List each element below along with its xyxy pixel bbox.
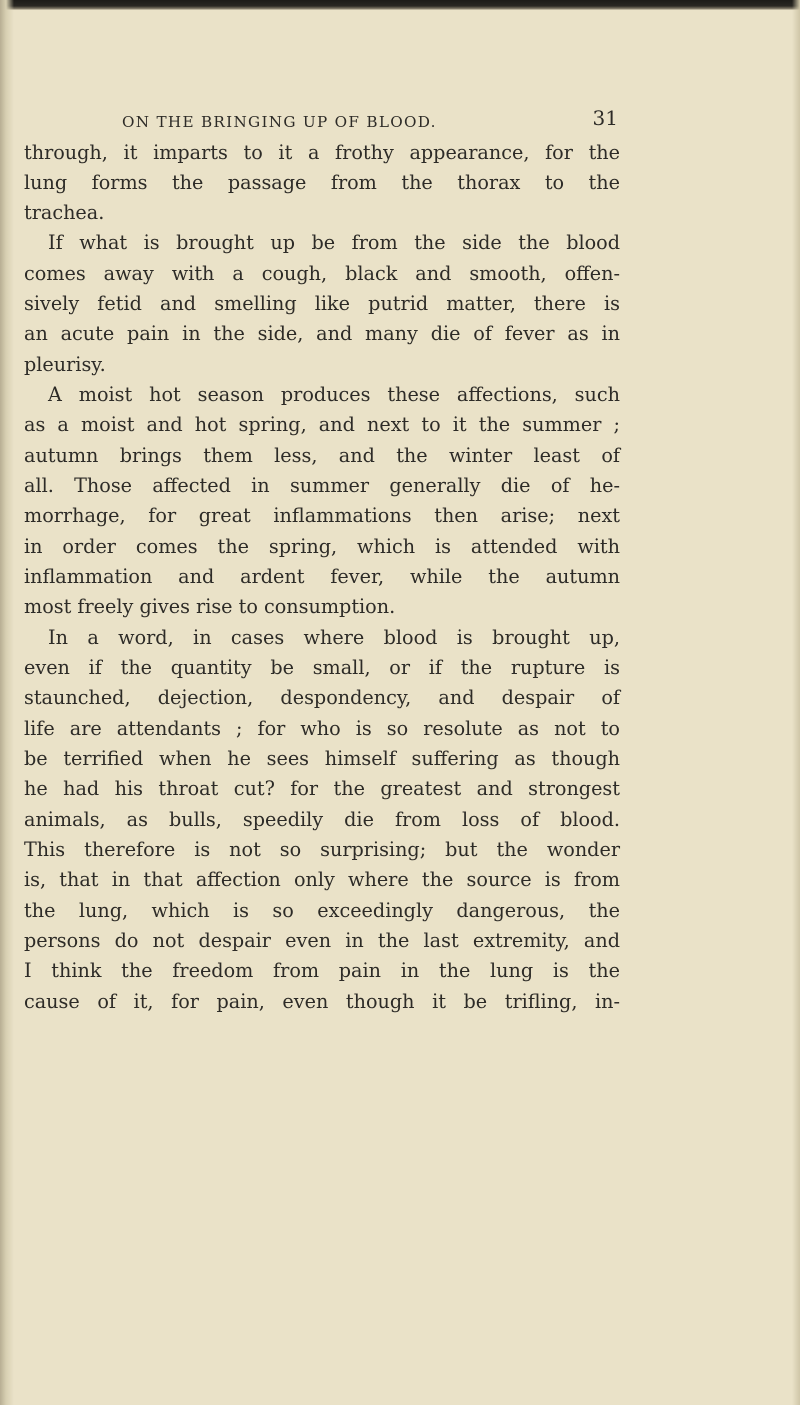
text-line: sively fetid and smelling like putrid matter, there is [24, 292, 620, 315]
text-line: A moist hot season produces these affections, such [48, 383, 620, 406]
text-line: be terrified when he sees himself suffering as though [24, 747, 620, 770]
text-line: comes away with a cough, black and smooth, offen- [24, 262, 620, 285]
text-line: I think the freedom from pain in the lung is the [24, 959, 620, 982]
text-line: lung forms the passage from the thorax to the [24, 171, 620, 194]
text-line: the lung, which is so exceedingly dangerous, the [24, 899, 620, 922]
text-line: pleurisy. [24, 353, 106, 376]
text-line: through, it imparts to it a frothy appearance, for the [24, 141, 620, 164]
running-title: ON THE BRINGING UP OF BLOOD. [122, 113, 437, 131]
text-line: This therefore is not so surprising; but the wonder [24, 838, 620, 861]
text-line: trachea. [24, 201, 105, 224]
text-line: In a word, in cases where blood is brought up, [48, 626, 620, 649]
text-line: inflammation and ardent fever, while the autumn [24, 565, 620, 588]
text-line: If what is brought up be from the side the blood [48, 231, 620, 254]
text-line: morrhage, for great inflammations then arise; next [24, 504, 620, 527]
text-line: as a moist and hot spring, and next to it the summer ; [24, 413, 620, 436]
text-line: an acute pain in the side, and many die of fever as in [24, 322, 620, 345]
text-line: autumn brings them less, and the winter least of [24, 444, 620, 467]
text-line: in order comes the spring, which is attended with [24, 535, 620, 558]
text-line: staunched, dejection, despondency, and despair of [24, 686, 620, 709]
text-line: even if the quantity be small, or if the rupture is [24, 656, 620, 679]
text-line: all. Those affected in summer generally die of he- [24, 474, 620, 497]
page-number: 31 [592, 106, 618, 130]
text-line: he had his throat cut? for the greatest and strongest [24, 777, 620, 800]
text-line: cause of it, for pain, even though it be trifling, in- [24, 990, 620, 1013]
text-line: life are attendants ; for who is so resolute as not to [24, 717, 620, 740]
text-line: is, that in that affection only where the source is from [24, 868, 620, 891]
text-line: most freely gives rise to consumption. [24, 595, 396, 618]
text-line: animals, as bulls, speedily die from loss of blood. [24, 808, 620, 831]
text-line: persons do not despair even in the last extremity, and [24, 929, 620, 952]
